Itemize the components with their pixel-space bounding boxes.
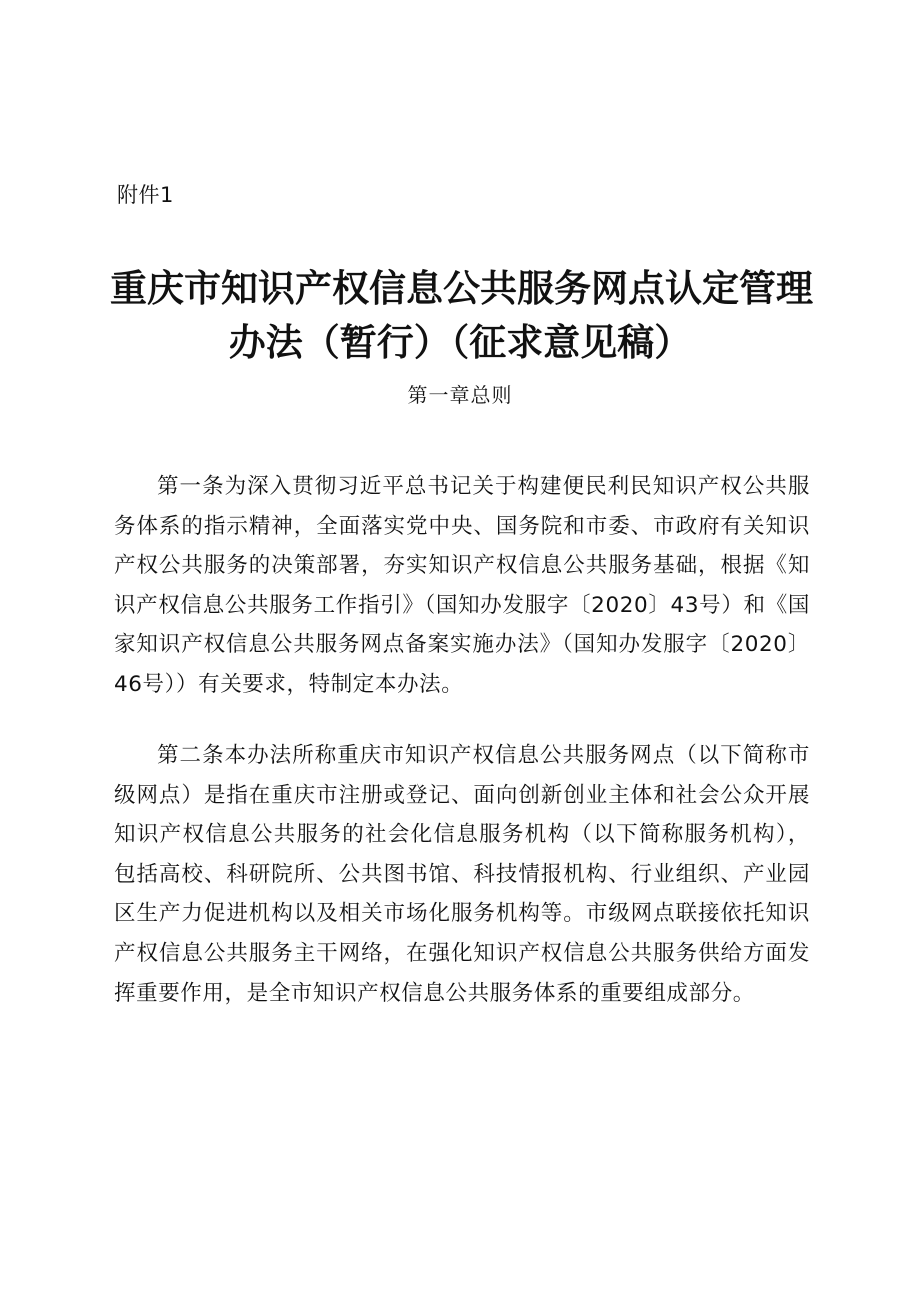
title-line-2: 办法（暂行）（征求意见稿） bbox=[228, 321, 692, 364]
article-1-paragraph: 第一条为深入贯彻习近平总书记关于构建便民利民知识产权公共服务体系的指示精神，全面落实党中央、国务院和市委、市政府有关知识产权公共服务的决策部署，夯实知识产权信息公共服务基础，根据《知识产权信息公共服务工作指引》（国知办发服字〔2020〕43号）和《国家知识产权信息公共服务网点备案实施办法》（国知办发服字〔2020〕46号））有关要求，特制定本办法。 bbox=[114, 474, 810, 697]
chapter-heading: 第一章总则 bbox=[407, 383, 513, 407]
document-title bbox=[110, 262, 813, 370]
attachment-label: 附件1 bbox=[117, 183, 174, 207]
article-2-paragraph: 第二条本办法所称重庆市知识产权信息公共服务网点（以下简称市级网点）是指在重庆市注册或登记、面向创新创业主体和社会公众开展知识产权信息公共服务的社会化信息服务机构（以下简称服务机构），包括高校、科研院所、公共图书馆、科技情报机构、行业组织、产业园区生产力促进机构以及相关市场化服务机构等。市级网点联接依托知识产权信息公共服务主干网络，在强化知识产权信息公共服务供给方面发挥重要作用，是全市知识产权信息公共服务体系的重要组成部分。 bbox=[114, 743, 810, 1006]
title-line-1: 重庆市知识产权信息公共服务网点认定管理 bbox=[110, 267, 813, 310]
